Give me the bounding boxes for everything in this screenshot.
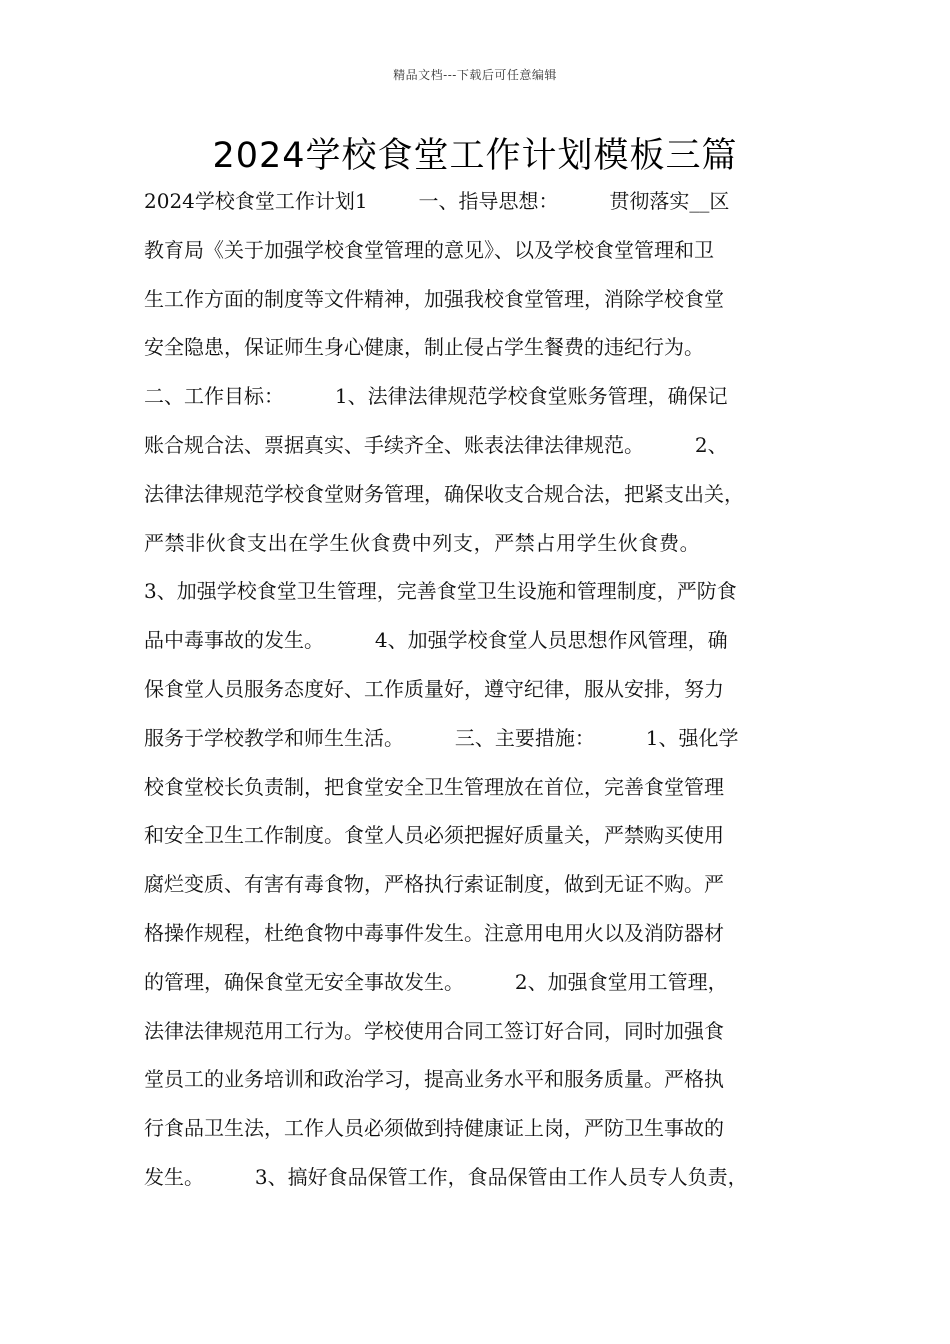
body-line: 腐烂变质、有害有毒食物，严格执行索证制度，做到无证不购。严 (144, 872, 724, 897)
body-line: 和安全卫生工作制度。食堂人员必须把握好质量关，严禁购买使用 (144, 823, 724, 848)
body-line: 发生。 3、搞好食品保管工作，食品保管由工作人员专人负责， (144, 1164, 748, 1189)
body-line: 堂员工的业务培训和政治学习，提高业务水平和服务质量。严格执 (144, 1067, 724, 1092)
body-line: 保食堂人员服务态度好、工作质量好，遵守纪律，服从安排，努力 (144, 676, 724, 701)
body-text (144, 183, 834, 1208)
body-line: 3、加强学校食堂卫生管理，完善食堂卫生设施和管理制度，严防食 (144, 579, 737, 604)
body-line: 账合规合法、票据真实、手续齐全、账表法律法律规范。 2、 (144, 432, 728, 457)
body-line: 生工作方面的制度等文件精神，加强我校食堂管理，消除学校食堂 (144, 286, 724, 311)
body-line: 严禁非伙食支出在学生伙食费中列支，严禁占用学生伙食费。 (144, 530, 701, 555)
body-line: 品中毒事故的发生。 4、加强学校食堂人员思想作风管理，确 (144, 628, 728, 653)
body-line: 行食品卫生法，工作人员必须做到持健康证上岗，严防卫生事故的 (144, 1116, 724, 1141)
body-line: 安全隐患，保证师生身心健康，制止侵占学生餐费的违纪行为。 (144, 335, 704, 360)
body-line: 2024学校食堂工作计划1 一、指导思想： 贯彻落实__区 (144, 189, 730, 213)
header-note: 精品文档---下载后可任意编辑 (393, 68, 557, 82)
body-line: 教育局《关于加强学校食堂管理的意见》、以及学校食堂管理和卫 (144, 237, 714, 262)
document-title: 2024学校食堂工作计划模板三篇 (212, 136, 738, 176)
body-line: 二、工作目标： 1、法律法律规范学校食堂账务管理，确保记 (144, 384, 728, 409)
body-line: 服务于学校教学和师生生活。 三、主要措施： 1、强化学 (144, 725, 739, 750)
body-line: 法律法律规范用工行为。学校使用合同工签订好合同，同时加强食 (144, 1018, 724, 1043)
body-line: 的管理，确保食堂无安全事故发生。 2、加强食堂用工管理， (144, 969, 728, 994)
body-line: 法律法律规范学校食堂财务管理，确保收支合规合法，把紧支出关， (144, 481, 744, 506)
body-line: 校食堂校长负责制，把食堂安全卫生管理放在首位，完善食堂管理 (144, 774, 724, 799)
body-line: 格操作规程，杜绝食物中毒事件发生。注意用电用火以及消防器材 (144, 920, 724, 945)
